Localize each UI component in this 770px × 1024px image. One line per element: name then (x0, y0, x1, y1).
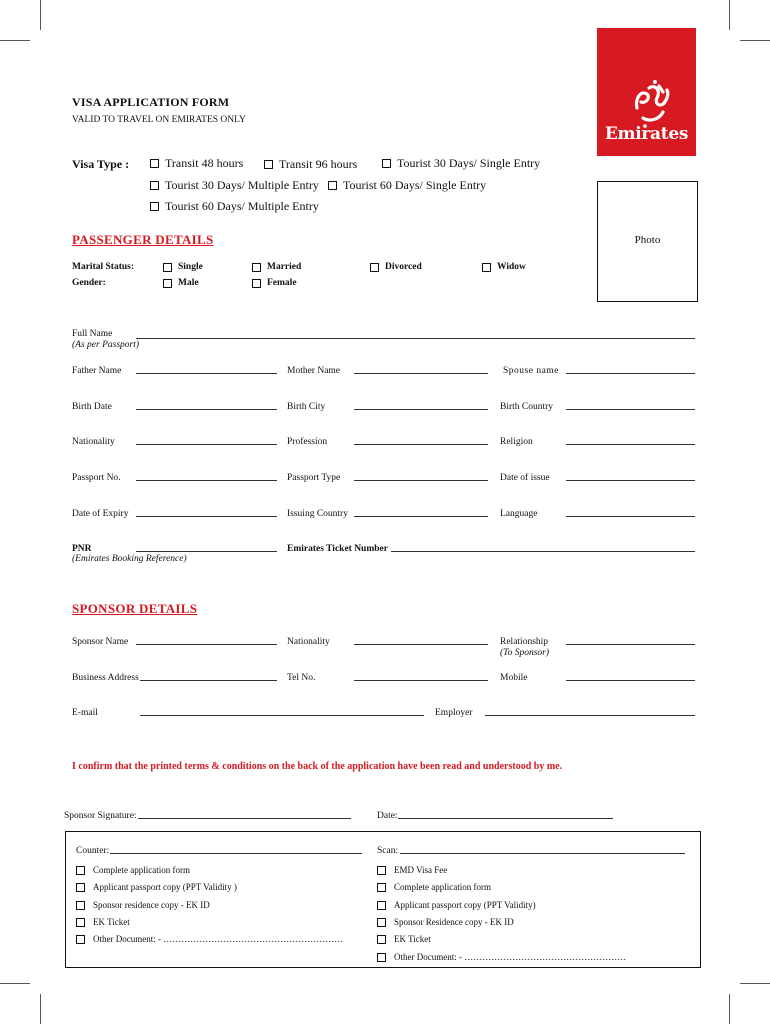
counter-item-residence-copy[interactable]: Sponsor residence copy - EK ID (76, 900, 210, 910)
father-name-label: Father Name (72, 366, 122, 376)
mobile-field[interactable] (566, 680, 695, 681)
birth-date-label: Birth Date (72, 402, 112, 412)
visa-option-transit-48[interactable]: Transit 48 hours (150, 156, 243, 171)
spouse-name-label: Spouse name (503, 366, 559, 376)
crop-mark (729, 0, 730, 30)
counter-field[interactable] (110, 853, 362, 854)
passport-type-label: Passport Type (287, 473, 341, 483)
visa-option-transit-96[interactable]: Transit 96 hours (264, 157, 357, 172)
checkbox[interactable] (377, 883, 386, 892)
checkbox[interactable] (150, 202, 159, 211)
checkbox[interactable] (76, 918, 85, 927)
scan-field[interactable] (400, 853, 685, 854)
checkbox[interactable] (150, 181, 159, 190)
photo-label: Photo (634, 234, 661, 246)
checkbox[interactable] (252, 279, 261, 288)
nationality-label: Nationality (72, 437, 115, 447)
checkbox[interactable] (76, 866, 85, 875)
relationship-note: (To Sponsor) (500, 648, 550, 658)
visa-option-tourist-60-single[interactable]: Tourist 60 Days/ Single Entry (328, 178, 486, 193)
visa-option-tourist-30-multiple[interactable]: Tourist 30 Days/ Multiple Entry (150, 178, 319, 193)
pnr-label: PNR (72, 544, 92, 554)
crop-mark (740, 40, 770, 41)
business-address-field[interactable] (140, 680, 277, 681)
checkbox[interactable] (377, 918, 386, 927)
sponsor-nationality-label: Nationality (287, 637, 330, 647)
crop-mark (740, 983, 770, 984)
form-title: VISA APPLICATION FORM (72, 95, 230, 109)
form-subtitle: VALID TO TRAVEL ON EMIRATES ONLY (72, 115, 246, 125)
email-field[interactable] (140, 715, 424, 716)
counter-item-passport-copy[interactable]: Applicant passport copy (PPT Validity ) (76, 882, 237, 892)
checkbox[interactable] (328, 181, 337, 190)
sponsor-details-heading: SPONSOR DETAILS (72, 601, 198, 616)
tel-no-label: Tel No. (287, 673, 316, 683)
passenger-details-heading: PASSENGER DETAILS (72, 232, 214, 247)
marital-option-divorced[interactable]: Divorced (370, 262, 422, 272)
email-label: E-mail (72, 708, 98, 718)
gender-option-female[interactable]: Female (252, 278, 297, 288)
sponsor-signature-label: Sponsor Signature: (64, 811, 137, 821)
crop-mark (729, 994, 730, 1024)
marital-option-married[interactable]: Married (252, 262, 301, 272)
date-of-issue-field[interactable] (566, 480, 695, 481)
language-label: Language (500, 509, 538, 519)
checkbox[interactable] (377, 953, 386, 962)
passport-type-field[interactable] (354, 480, 488, 481)
birth-date-field[interactable] (136, 409, 277, 410)
office-use-box (65, 831, 701, 968)
birth-country-field[interactable] (566, 409, 695, 410)
tel-no-field[interactable] (354, 680, 488, 681)
sponsor-nationality-field[interactable] (354, 644, 488, 645)
religion-label: Religion (500, 437, 533, 447)
ticket-number-label: Emirates Ticket Number (287, 544, 388, 554)
full-name-note: (As per Passport) (72, 340, 140, 350)
scan-item-residence-copy[interactable]: Sponsor Residence copy - EK ID (377, 917, 514, 927)
scan-label: Scan: (377, 846, 399, 856)
mother-name-label: Mother Name (287, 366, 341, 376)
visa-type-label: Visa Type : (72, 157, 130, 171)
counter-item-ek-ticket[interactable]: EK Ticket (76, 917, 130, 927)
relationship-label: Relationship (500, 637, 549, 647)
crop-mark (40, 0, 41, 30)
checkbox[interactable] (163, 263, 172, 272)
religion-field[interactable] (566, 444, 695, 445)
pnr-field[interactable] (136, 551, 277, 552)
checkbox[interactable] (76, 901, 85, 910)
mobile-label: Mobile (500, 673, 528, 683)
date-of-expiry-field[interactable] (136, 516, 277, 517)
spouse-name-field[interactable] (566, 373, 695, 374)
passport-no-field[interactable] (136, 480, 277, 481)
counter-item-application-form[interactable]: Complete application form (76, 865, 190, 875)
sponsor-name-label: Sponsor Name (72, 637, 129, 647)
terms-confirmation: I confirm that the printed terms & conditions on the back of the application have been read and understood by me. (72, 761, 563, 772)
checkbox[interactable] (76, 883, 85, 892)
checkbox[interactable] (150, 159, 159, 168)
language-field[interactable] (566, 516, 695, 517)
sponsor-signature-field[interactable] (138, 818, 351, 819)
checkbox[interactable] (377, 866, 386, 875)
crop-mark (0, 40, 30, 41)
checkbox[interactable] (163, 279, 172, 288)
marital-option-widow[interactable]: Widow (482, 262, 526, 272)
scan-item-other-document[interactable]: Other Document: - ……………………………………………… (377, 952, 626, 962)
photo-box[interactable] (597, 181, 698, 302)
checkbox[interactable] (382, 159, 391, 168)
nationality-field[interactable] (136, 444, 277, 445)
counter-item-other-document[interactable]: Other Document: - …………………………………………………… (76, 934, 343, 944)
issuing-country-field[interactable] (354, 516, 488, 517)
scan-item-emd-visa-fee[interactable]: EMD Visa Fee (377, 865, 447, 875)
marital-option-single[interactable]: Single (163, 262, 203, 272)
date-of-issue-label: Date of issue (500, 473, 550, 483)
marital-status-label: Marital Status: (72, 262, 135, 272)
crop-mark (40, 994, 41, 1024)
logo-wordmark: Emirates (604, 124, 689, 144)
profession-label: Profession (287, 437, 328, 447)
full-name-field[interactable] (136, 338, 695, 339)
gender-option-male[interactable]: Male (163, 278, 199, 288)
employer-label: Employer (435, 708, 473, 718)
father-name-field[interactable] (136, 373, 277, 374)
profession-field[interactable] (354, 444, 488, 445)
pnr-note: (Emirates Booking Reference) (72, 554, 187, 564)
checkbox[interactable] (76, 935, 85, 944)
ticket-number-field[interactable] (391, 551, 695, 552)
emirates-logo (597, 28, 696, 156)
issuing-country-label: Issuing Country (287, 509, 348, 519)
crop-mark (0, 983, 30, 984)
full-name-label: Full Name (72, 329, 113, 339)
birth-city-field[interactable] (354, 409, 488, 410)
signature-date-label: Date: (377, 811, 398, 821)
signature-date-field[interactable] (398, 818, 613, 819)
checkbox[interactable] (377, 935, 386, 944)
checkbox[interactable] (264, 160, 273, 169)
sponsor-name-field[interactable] (136, 644, 277, 645)
birth-city-label: Birth City (287, 402, 326, 412)
relationship-field[interactable] (566, 644, 695, 645)
business-address-label: Business Address (72, 673, 139, 683)
scan-item-passport-copy[interactable]: Applicant passport copy (PPT Validity) (377, 900, 536, 910)
gender-label: Gender: (72, 278, 106, 288)
scan-item-application-form[interactable]: Complete application form (377, 882, 491, 892)
mother-name-field[interactable] (354, 373, 488, 374)
birth-country-label: Birth Country (500, 402, 554, 412)
counter-label: Counter: (76, 846, 110, 856)
employer-field[interactable] (485, 715, 695, 716)
checkbox[interactable] (370, 263, 379, 272)
checkbox[interactable] (482, 263, 491, 272)
visa-option-tourist-60-multiple[interactable]: Tourist 60 Days/ Multiple Entry (150, 199, 319, 214)
checkbox[interactable] (252, 263, 261, 272)
scan-item-ek-ticket[interactable]: EK Ticket (377, 934, 431, 944)
visa-option-tourist-30-single[interactable]: Tourist 30 Days/ Single Entry (382, 156, 540, 171)
date-of-expiry-label: Date of Expiry (72, 509, 129, 519)
passport-no-label: Passport No. (72, 473, 121, 483)
checkbox[interactable] (377, 901, 386, 910)
